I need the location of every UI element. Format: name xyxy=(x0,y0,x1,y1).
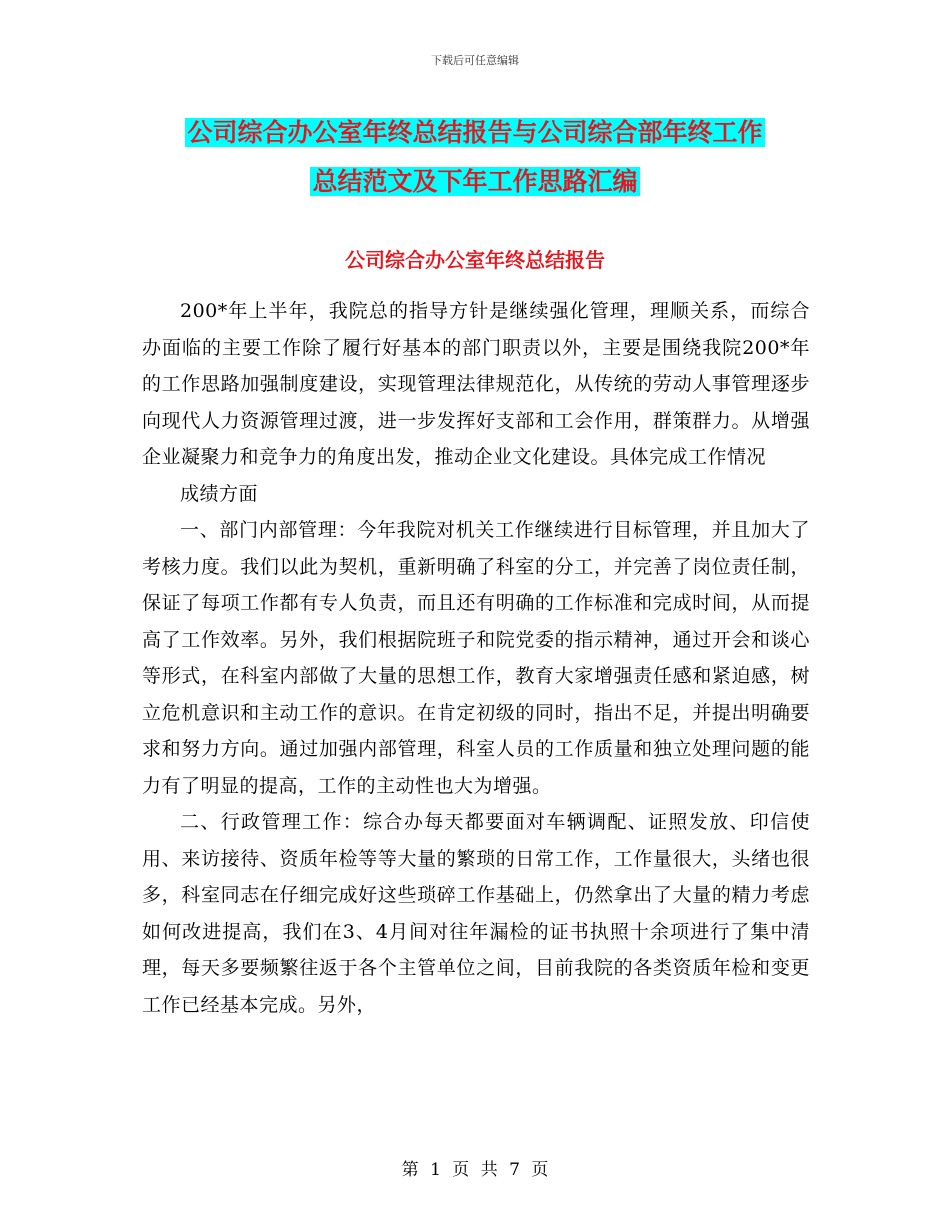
paragraph-internal-management: 一、部门内部管理：今年我院对机关工作继续进行目标管理，并且加大了考核力度。我们以此为契机，重新明确了科室的分工，并完善了岗位责任制，保证了每项工作都有专人负责，而且还有明确的工作标准和完成时间，从而提高了工作效率。另外，我们根据院班子和院党委的指示精神，通过开会和谈心等形式，在科室内部做了大量的思想工作，教育大家增强责任感和紧迫感，树立危机意识和主动工作的意识。在肯定初级的同时，指出不足，并提出明确要求和努力方向。通过加强内部管理，科室人员的工作质量和独立处理问题的能力有了明显的提高，工作的主动性也大为增强。 xyxy=(142,519,810,797)
paragraph-intro: 200*年上半年，我院总的指导方针是继续强化管理，理顺关系，而综合办面临的主要工作除了履行好基本的部门职责以外，主要是围绕我院200*年的工作思路加强制度建设，实现管理法律规范化，从传统的劳动人事管理逐步向现代人力资源管理过渡，进一步发挥好支部和工会作用，群策群力。从增强企业凝聚力和竞争力的角度出发，推动企业文化建设。具体完成工作情况 xyxy=(142,300,810,468)
header-note: 下载后可任意编辑 xyxy=(431,54,519,67)
section-title: 公司综合办公室年终总结报告 xyxy=(345,248,605,272)
page-number: 第 1 页 共 7 页 xyxy=(401,1160,549,1180)
paragraph-admin-management: 二、行政管理工作：综合办每天都要面对车辆调配、证照发放、印信使用、来访接待、资质年检等等大量的繁琐的日常工作，工作量很大，头绪也很多，科室同志在仔细完成好这些琐碎工作基础上，仍然拿出了大量的精力考虑如何改进提高，我们在3、4月间对往年漏检的证书执照十余项进行了集中清理，每天多要频繁往返于各个主管单位之间，目前我院的各类资质年检和变更工作已经基本完成。另外， xyxy=(142,811,810,1016)
document-title-line-1 xyxy=(0,108,950,157)
document-body xyxy=(142,293,810,1023)
document-title-line-2 xyxy=(0,157,950,206)
paragraph-achievements-heading: 成绩方面 xyxy=(180,482,259,505)
title-highlight-1: 公司综合办公室年终总结报告与公司综合部年终工作 xyxy=(187,118,763,147)
document-title xyxy=(0,108,950,206)
title-highlight-2: 总结范文及下年工作思路汇编 xyxy=(312,167,638,196)
